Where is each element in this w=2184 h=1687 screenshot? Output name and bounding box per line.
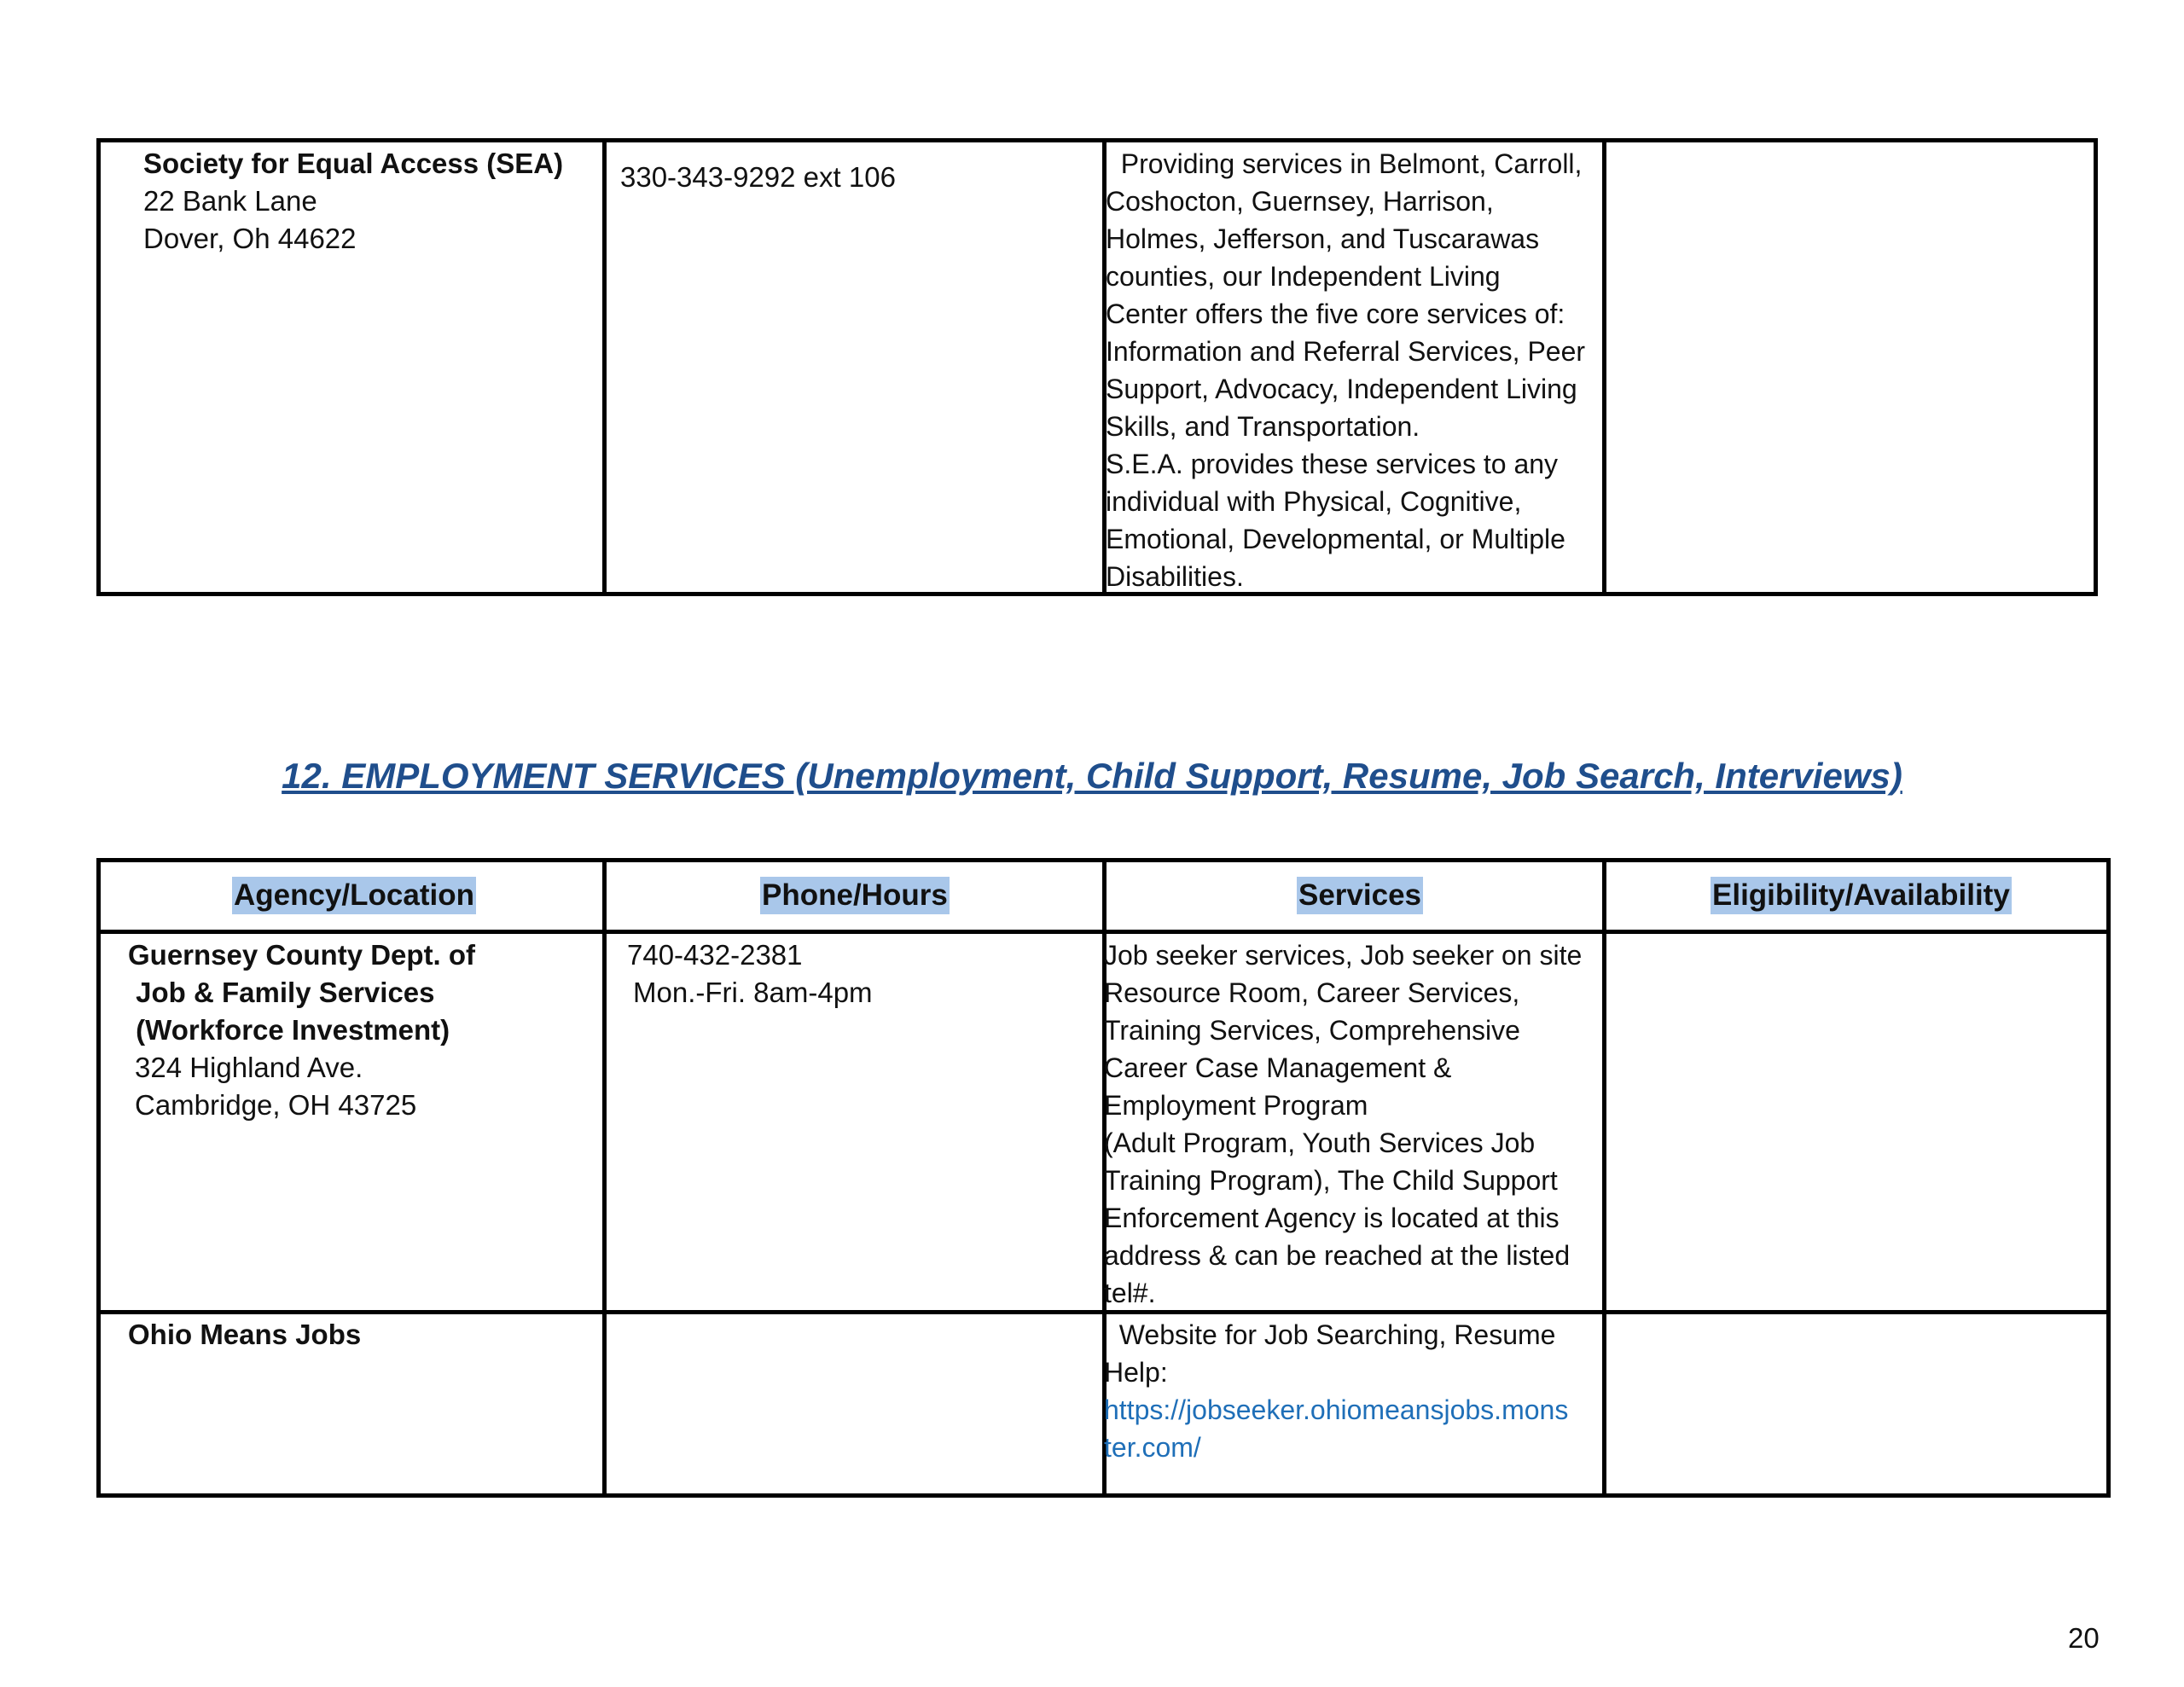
- guernsey-hours: Mon.-Fri. 8am-4pm: [633, 977, 873, 1008]
- table2-divider-1: [602, 858, 607, 1498]
- sea-services: Providing services in Belmont, Carroll, Coshocton, Guernsey, Harrison, Holmes, Jefferson, and Tuscarawas counties, our Independent Living Center offers the five core services of: Information and Referral Services, Peer Support, Advocacy, Independent Living Skills, and Transportation. S.E.A. provides these services to any individual with Physical, Cognitive, Emotional, Developmental, or Multiple Disabilities.: [1106, 148, 1586, 592]
- sea-phone: 330-343-9292 ext 106: [620, 161, 896, 193]
- guernsey-phone: 740-432-2381: [627, 939, 803, 971]
- sea-agency-city: Dover, Oh 44622: [143, 223, 357, 254]
- section-heading-employment-services: 12. EMPLOYMENT SERVICES (Unemployment, Child Support, Resume, Job Search, Interviews): [282, 756, 1902, 796]
- ohio-means-jobs-agency-name: Ohio Means Jobs: [128, 1319, 362, 1350]
- guernsey-services: Job seeker services, Job seeker on site Resource Room, Career Services, Training Services, Comprehensive Career Case Management & Employment Program (Adult Program, Youth Services Job Training Program), The Child Support Enforcement Agency is located at this address & can be reached at the listed tel#.: [1104, 940, 1583, 1308]
- guernsey-agency-name: Guernsey County Dept. of Job & Family Services (Workforce Investment): [128, 939, 476, 1046]
- ohio-means-jobs-services: Website for Job Searching, Resume Help:: [1104, 1319, 1556, 1388]
- guernsey-agency-address: 324 Highland Ave. Cambridge, OH 43725: [135, 1052, 417, 1121]
- ohio-means-jobs-link[interactable]: https://jobseeker.ohiomeansjobs.mons ter.com/: [1104, 1394, 1569, 1463]
- table1-divider-1: [602, 138, 607, 596]
- column-header-agency: Agency/Location: [232, 877, 476, 914]
- sea-table: [96, 138, 2098, 596]
- column-header-services: Services: [1297, 877, 1423, 914]
- page-number: 20: [2068, 1622, 2100, 1654]
- sea-agency-name: Society for Equal Access (SEA): [143, 148, 564, 179]
- column-header-eligibility: Eligibility/Availability: [1711, 877, 2012, 914]
- table2-divider-3: [1602, 858, 1606, 1498]
- sea-agency-street: 22 Bank Lane: [143, 185, 317, 217]
- table1-divider-3: [1602, 138, 1606, 596]
- column-header-phone: Phone/Hours: [760, 877, 950, 914]
